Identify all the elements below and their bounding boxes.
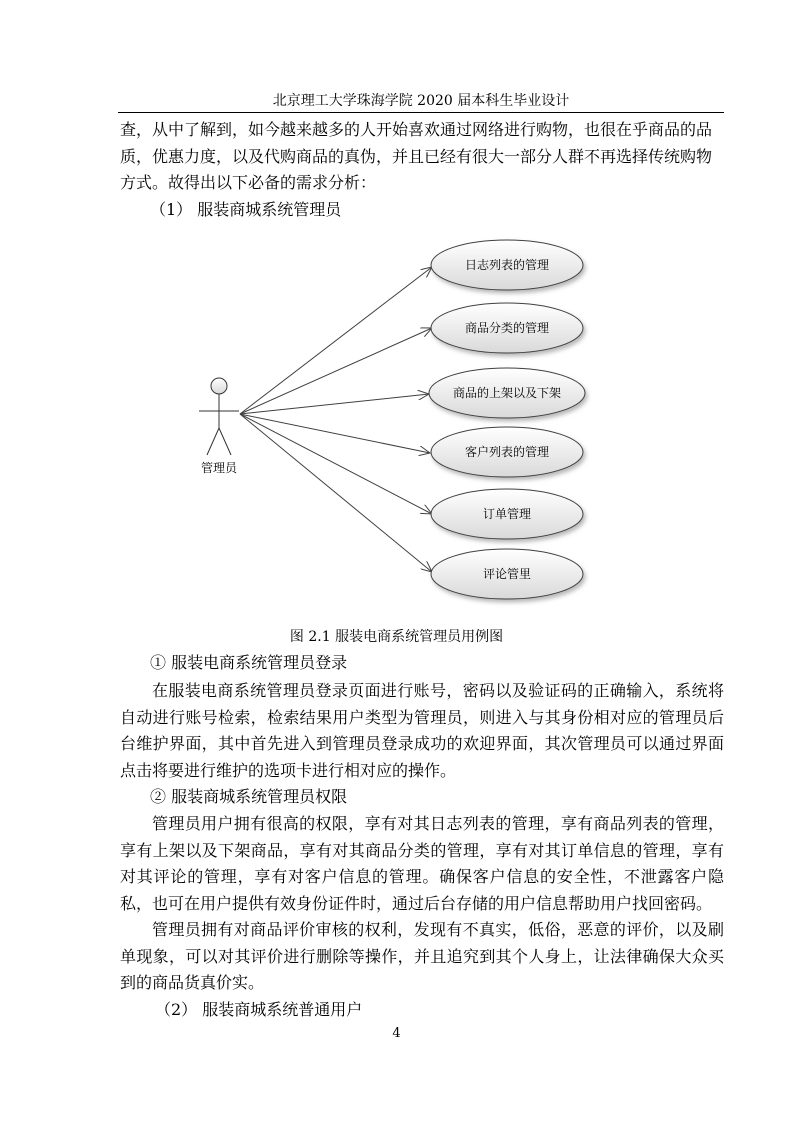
section-2-heading: （2） 服装商城系统普通用户 (155, 1000, 363, 1019)
subsection-2-body-2: 管理员拥有对商品评价审核的权利，发现有不真实，低俗，恶意的评价，以及刷单现象，可以对其评价进行删除等操作，并且追究到其个人身上，让法律确保大众买到的商品货真价实。 (120, 920, 724, 992)
use-case-ellipse (431, 240, 583, 290)
association-line (240, 414, 432, 514)
subsection-1-heading: ① 服装电商系统管理员登录 (150, 653, 348, 672)
association-line (240, 414, 430, 453)
use-case-label: 客户列表的管理 (464, 445, 550, 459)
intro-line-2: 质，优惠力度，以及代购商品的真伪，并且已经有很大一部分人群不再选择传统购物 (120, 147, 713, 166)
figure-caption: 图 2.1 服装电商系统管理员用例图 (289, 629, 504, 645)
association-line (240, 394, 429, 414)
actor-stick-figure (199, 378, 239, 455)
use-case-label: 商品的上架以及下架 (452, 386, 562, 400)
use-case-label: 商品分类的管理 (464, 321, 550, 335)
subsection-2-heading: ② 服装商城系统管理员权限 (150, 787, 348, 806)
use-case-label: 评论管里 (482, 567, 532, 581)
use-case-ellipse (431, 427, 583, 477)
section-1-heading: （1） 服装商城系统管理员 (150, 200, 342, 219)
subsection-1-body: 在服装电商系统管理员登录页面进行账号，密码以及验证码的正确输入，系统将自动进行账号检索，检索结果用户类型为管理员，则进入与其身份相对应的管理员后台维护界面，其中首先进入到管理员登录成功的欢迎界面，其次管理员可以通过界面点击将要进行维护的选项卡进行相对应的操作。 (120, 681, 724, 780)
page-number: 4 (392, 1026, 401, 1041)
use-case-ellipse (431, 489, 583, 539)
running-header: 北京理工大学珠海学院 2020 届本科生毕业设计 (272, 93, 570, 109)
use-case-label: 订单管理 (482, 507, 532, 521)
actor-label: 管理员 (200, 461, 238, 475)
use-case-ellipse (431, 549, 583, 599)
use-case-ellipse (429, 368, 585, 418)
intro-line-3: 方式。故得出以下必备的需求分析： (120, 173, 377, 192)
use-case-label: 日志列表的管理 (464, 258, 550, 272)
association-line (240, 414, 432, 572)
subsection-2-body-1: 管理员用户拥有很高的权限，享有对其日志列表的管理，享有商品列表的管理，享有上架以及下架商品，享有对其商品分类的管理，享有对其订单信息的管理，享有对其评论的管理，享有对客户信息的管理。确保客户信息的安全性，不泄露客户隐私，也可在用户提供有效身份证件时，通过后台存储的用户信息帮助用户找回密码。 (120, 814, 724, 913)
use-case-ellipse (431, 303, 583, 353)
intro-line-1: 查，从中了解到，如今越来越多的人开始喜欢通过网络进行购物，也很在乎商品的品 (120, 120, 713, 139)
